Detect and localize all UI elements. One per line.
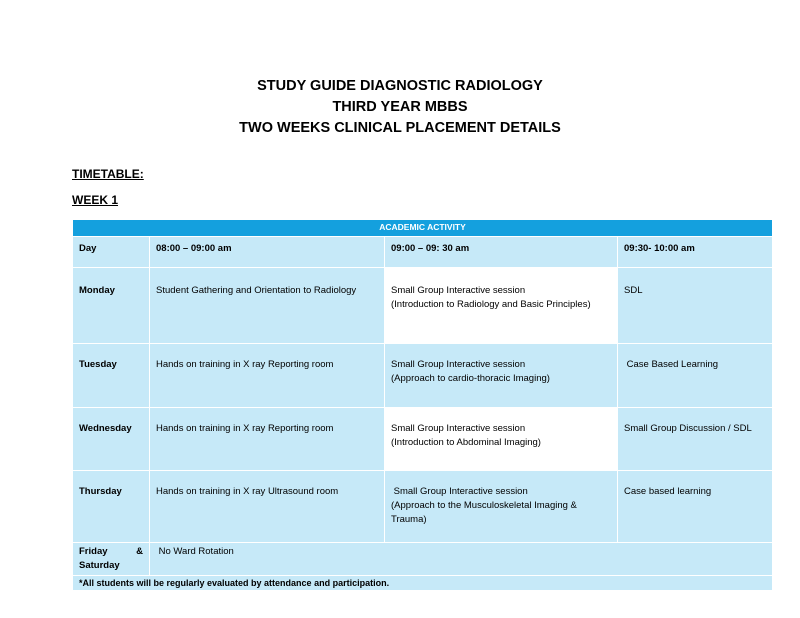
title-line-3: TWO WEEKS CLINICAL PLACEMENT DETAILS <box>239 120 561 136</box>
header-row <box>73 237 773 268</box>
slot-2-cell <box>385 268 618 344</box>
week-heading: WEEK 1 <box>72 193 119 207</box>
table-row-friday-saturday <box>73 543 773 576</box>
banner-row <box>73 220 773 237</box>
slot-2-cell <box>385 344 618 408</box>
header-slot-1: 08:00 – 09:00 am <box>150 237 385 268</box>
slot-2-cell <box>385 408 618 471</box>
slot-3-cell: Case Based Learning <box>618 344 773 408</box>
timetable-heading: TIMETABLE: <box>72 167 144 181</box>
table-row-thursday <box>73 471 773 543</box>
day-friday: Friday <box>79 546 108 557</box>
day-cell: Thursday <box>73 471 150 543</box>
session-type: Small Group Interactive session <box>391 285 526 296</box>
day-label-line <box>79 545 143 559</box>
slot-1-cell: Hands on training in X ray Ultrasound room <box>150 471 385 543</box>
session-type: Small Group Interactive session <box>391 486 528 497</box>
header-day: Day <box>73 237 150 268</box>
session-type: Small Group Interactive session <box>391 423 526 434</box>
header-slot-3: 09:30- 10:00 am <box>618 237 773 268</box>
slot-3-cell: Small Group Discussion / SDL <box>618 408 773 471</box>
slot-2-cell <box>385 471 618 543</box>
session-topic: (Introduction to Radiology and Basic Principles) <box>391 299 591 310</box>
note-row <box>73 576 773 591</box>
day-cell <box>73 543 150 576</box>
table-row-monday <box>73 268 773 344</box>
academic-activity-banner: ACADEMIC ACTIVITY <box>73 220 773 237</box>
slot-3-cell: SDL <box>618 268 773 344</box>
session-type: Small Group Interactive session <box>391 359 526 370</box>
header-slot-2: 09:00 – 09: 30 am <box>385 237 618 268</box>
table-row-tuesday <box>73 344 773 408</box>
document-title <box>0 76 800 139</box>
title-line-1: STUDY GUIDE DIAGNOSTIC RADIOLOGY <box>257 78 543 94</box>
evaluation-note: *All students will be regularly evaluated by attendance and participation. <box>73 576 773 591</box>
table-row-wednesday <box>73 408 773 471</box>
slot-1-cell: Student Gathering and Orientation to Radiology <box>150 268 385 344</box>
slot-1-cell: Hands on training in X ray Reporting room <box>150 344 385 408</box>
session-topic: (Approach to the Musculoskeletal Imaging & Trauma) <box>391 500 577 525</box>
day-cell: Wednesday <box>73 408 150 471</box>
slot-1-cell: Hands on training in X ray Reporting room <box>150 408 385 471</box>
no-rotation-cell: No Ward Rotation <box>150 543 773 576</box>
day-cell: Monday <box>73 268 150 344</box>
day-ampersand: & <box>136 546 143 557</box>
slot-3-cell: Case based learning <box>618 471 773 543</box>
session-topic: (Introduction to Abdominal Imaging) <box>391 437 541 448</box>
day-cell: Tuesday <box>73 344 150 408</box>
day-saturday: Saturday <box>79 560 120 571</box>
timetable-table <box>72 219 773 591</box>
session-topic: (Approach to cardio-thoracic Imaging) <box>391 373 550 384</box>
title-line-2: THIRD YEAR MBBS <box>332 99 468 115</box>
